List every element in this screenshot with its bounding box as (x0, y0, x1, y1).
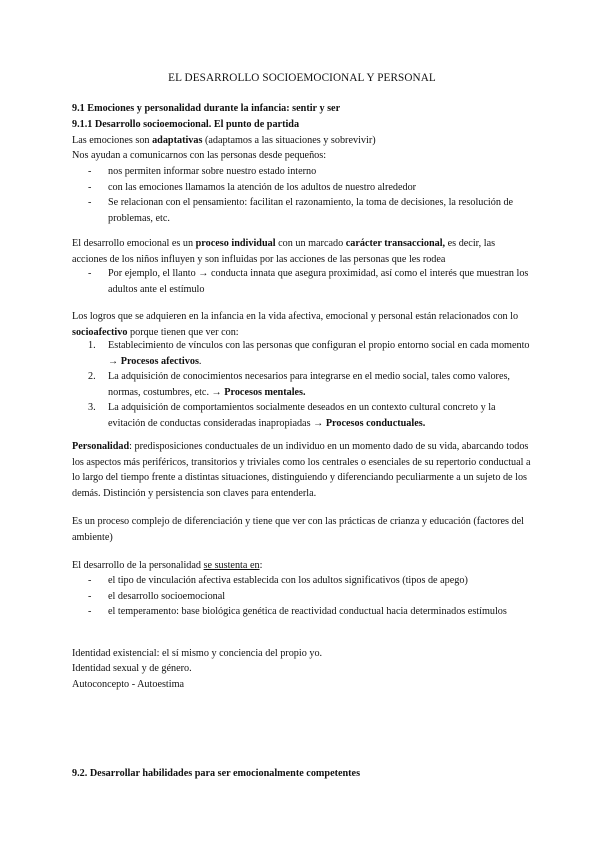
identity-sexual: Identidad sexual y de género. (72, 663, 192, 674)
paragraph-proceso-complejo: Es un proceso complejo de diferenciación y tiene que ver con las prácticas de crianza y educación (factores del ambiente) (72, 516, 525, 543)
list-item: - Se relacionan con el pensamiento: facilitan el razonamiento, la toma de decisiones, la resolución de problemas, etc. (88, 197, 514, 224)
list-item: 3. La adquisición de comportamientos socialmente deseados en un contexto cultural concreto y la evitación de conductas consideradas inapropiadas → Procesos conductuales. (88, 402, 496, 429)
list-item: - el desarrollo socioemocional (88, 590, 226, 602)
list-llanto-example (72, 266, 532, 297)
list-item: - el tipo de vinculación afectiva establecida con los adultos significativos (tipos de apego) (88, 575, 468, 586)
self-concept: Autoconcepto - Autoestima (72, 679, 185, 690)
list-item: - el temperamento: base biológica genética de reactividad conductual hacia determinados estímulos (88, 606, 507, 618)
list-personality-bases (72, 573, 532, 620)
paragraph-logros: Los logros que se adquieren en la infancia en la vida afectiva, emocional y personal están relacionados con lo socioafectivo porque tienen que ver con: (72, 311, 519, 338)
section-heading-9-1-1: 9.1.1 Desarrollo socioemocional. El punto de partida (72, 119, 300, 130)
list-emotion-functions (72, 164, 532, 226)
list-item: 1. Establecimiento de vínculos con las personas que configuran el propio entorno social en cada momento → Procesos afectivos. (88, 340, 530, 367)
list-item: - Por ejemplo, el llanto → conducta innata que asegura proximidad, así como el interés que muestran los adultos ante el estímulo (88, 268, 529, 295)
paragraph-personalidad: Personalidad: predisposiciones conductuales de un individuo en un momento dado de su vida, abarcando todos los aspectos más periféricos, transitorios y triviales como los centrales o esenciales de su repertorio conductual a lo largo del tiempo frente a distintas situaciones, distinguiendo y diferenciando peculiarmente a un sujeto de los demás. Distinción y persistencia son claves para entenderla. (72, 441, 531, 499)
section-heading-9-1: 9.1 Emociones y personalidad durante la infancia: sentir y ser (72, 103, 341, 114)
paragraph-nos-ayudan: Nos ayudan a comunicarnos con las personas desde pequeños: (72, 150, 327, 161)
list-item: - con las emociones llamamos la atención de los adultos de nuestro alrededor (88, 181, 417, 193)
numbered-list-procesos (72, 338, 532, 432)
paragraph-se-sustenta: El desarrollo de la personalidad se sustenta en: (72, 560, 263, 571)
list-item: 2. La adquisición de conocimientos necesarios para integrarse en el medio social, tales como valores, normas, costumbres, etc. → Procesos mentales. (88, 371, 510, 398)
list-item: - nos permiten informar sobre nuestro estado interno (88, 166, 317, 177)
identity-existential: Identidad existencial: el sí mismo y conciencia del propio yo. (72, 648, 323, 659)
section-heading-9-2: 9.2. Desarrollar habilidades para ser emocionalmente competentes (72, 768, 361, 779)
document-title: EL DESARROLLO SOCIOEMOCIONAL Y PERSONAL (168, 72, 436, 84)
paragraph-emociones: Las emociones son adaptativas (adaptamos a las situaciones y sobrevivir) (72, 135, 376, 146)
paragraph-desarrollo-emocional: El desarrollo emocional es un proceso individual con un marcado carácter transaccional, es decir, las acciones de los niños influyen y son influidas por las acciones de las personas que les rodea (72, 238, 496, 265)
